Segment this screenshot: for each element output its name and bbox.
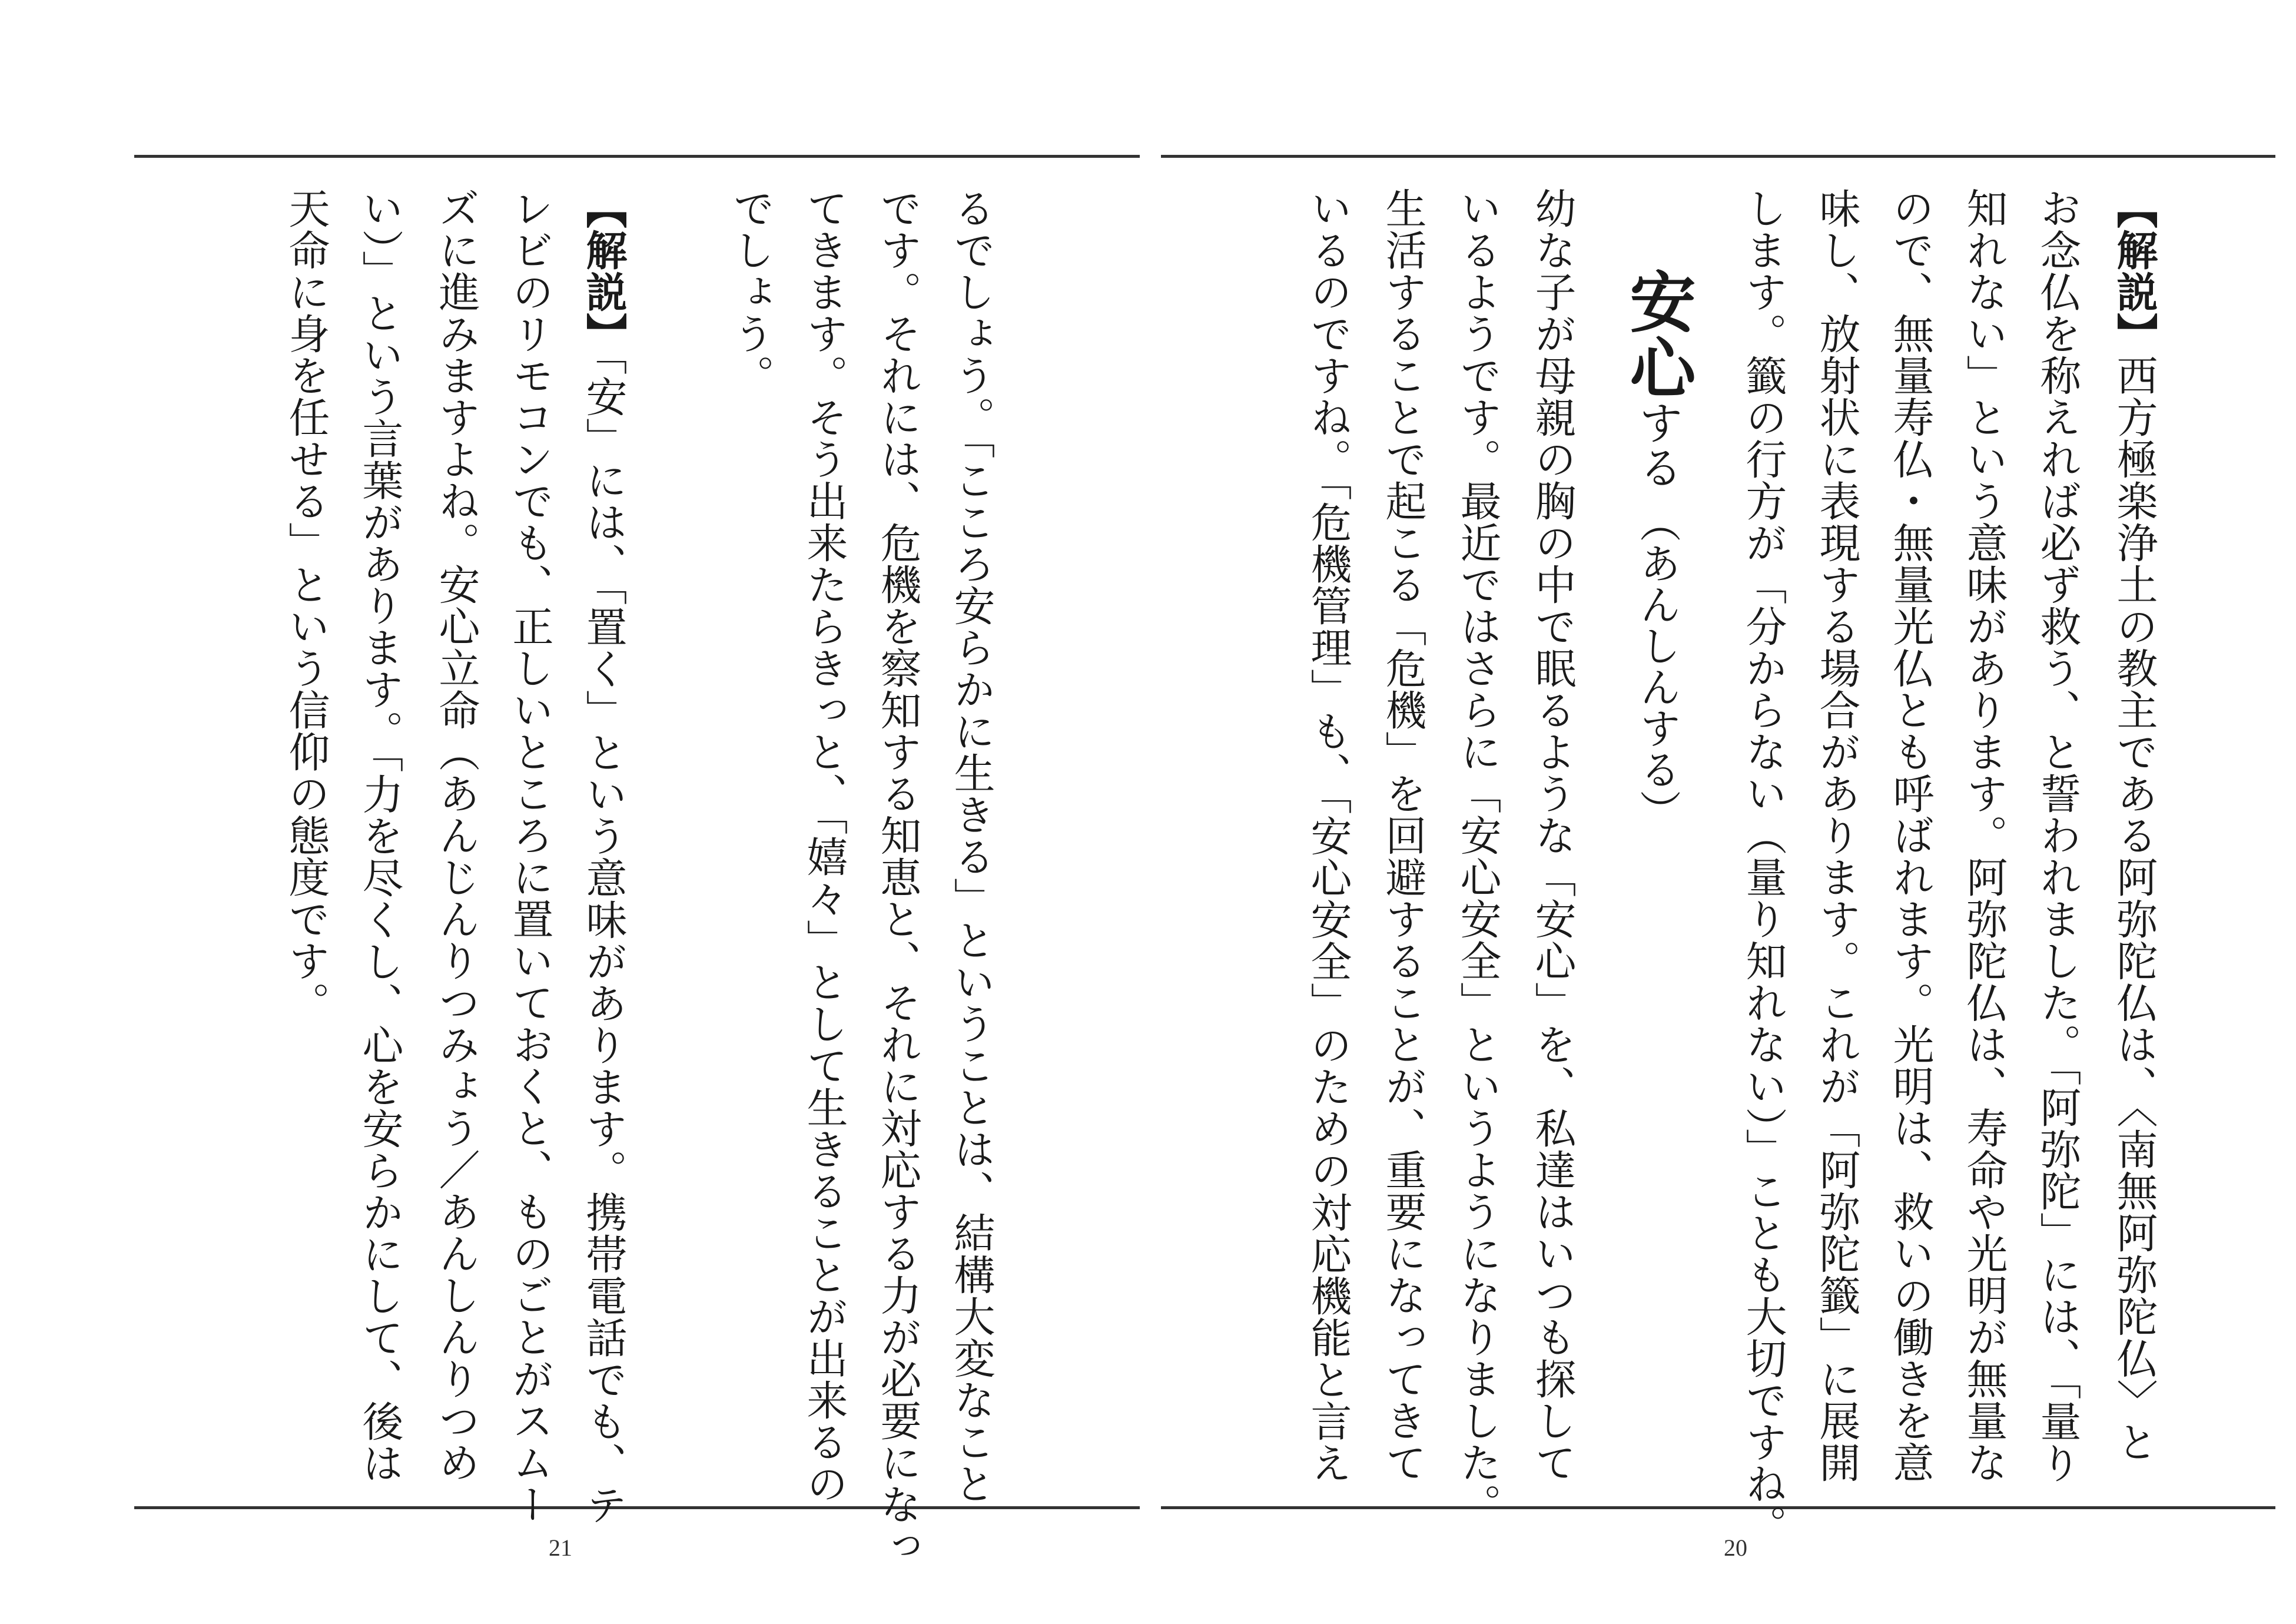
commentary-column: お念仏を称えれば必ず救う、と誓われました。「阿弥陀」には、「量り (2033, 187, 2082, 1484)
commentary-column: い）」という言葉があります。「力を尽くし、心を安らかにして、後は (356, 187, 404, 1484)
entry-suffix: する (1631, 400, 1684, 489)
body-column: るでしょう。「こころ安らかに生きる」ということは、結構大変なこと (947, 187, 996, 1504)
commentary-tag: 【解説】 (2110, 187, 2159, 354)
body-column: いるのですね。「危機管理」も、「安心安全」のための対応機能と言え (1304, 187, 1352, 1484)
entry-heading (1619, 268, 1696, 831)
right-bottom-rule (1161, 1506, 2275, 1509)
entry-headword: 安心 (1619, 268, 1696, 400)
commentary-tag: 【解説】 (579, 187, 628, 354)
commentary-column: ので、無量寿仏・無量光仏とも呼ばれます。光明は、救いの働きを意 (1886, 187, 1935, 1483)
commentary-text: 西方極楽浄土の教主である阿弥陀仏は、〈南無阿弥陀仏〉と (2110, 354, 2158, 1463)
entry-reading: （あんしんする） (1633, 501, 1681, 831)
body-column: 幼な子が母親の胸の中で眠るような「安心」を、私達はいつも探して (1528, 187, 1577, 1483)
left-top-rule (134, 155, 1140, 158)
commentary-first-column (2105, 187, 2164, 1463)
commentary-column: 天命に身を任せる」という信仰の態度です。 (282, 187, 330, 1023)
body-column: いるようです。最近ではさらに「安心安全」というようになりました。 (1454, 187, 1502, 1525)
commentary-column: 味し、放射状に表現する場合があります。これが「阿弥陀籤」に展開 (1813, 187, 1861, 1483)
commentary-column: ズに進みますよね。安心立命（あんじんりつみょう／あんしんりつめ (432, 187, 480, 1483)
commentary-column: 知れない」という意味があります。阿弥陀仏は、寿命や光明が無量な (1960, 187, 2008, 1483)
commentary-column: します。籤の行方が「分からない（量り知れない）」ことも大切ですね。 (1739, 187, 1787, 1546)
body-column: 生活することで起こる「危機」を回避することが、重要になってきて (1379, 187, 1427, 1483)
commentary-column: レビのリモコンでも、正しいところに置いておくと、ものごとがスムー (506, 187, 554, 1525)
body-column: です。それには、危機を察知する知恵と、それに対応する力が必要になっ (874, 187, 922, 1567)
right-top-rule (1161, 155, 2275, 158)
commentary-first-column (574, 187, 633, 1526)
left-bottom-rule (134, 1506, 1140, 1509)
body-column: てきます。そう出来たらきっと、「嬉々」として生きることが出来るの (800, 187, 848, 1504)
page-number-right: 20 (1724, 1534, 1747, 1561)
page-number-left: 21 (549, 1534, 572, 1561)
commentary-text: 「安」には、「置く」という意味があります。携帯電話でも、テ (579, 354, 628, 1526)
body-column: でしょう。 (726, 187, 775, 396)
